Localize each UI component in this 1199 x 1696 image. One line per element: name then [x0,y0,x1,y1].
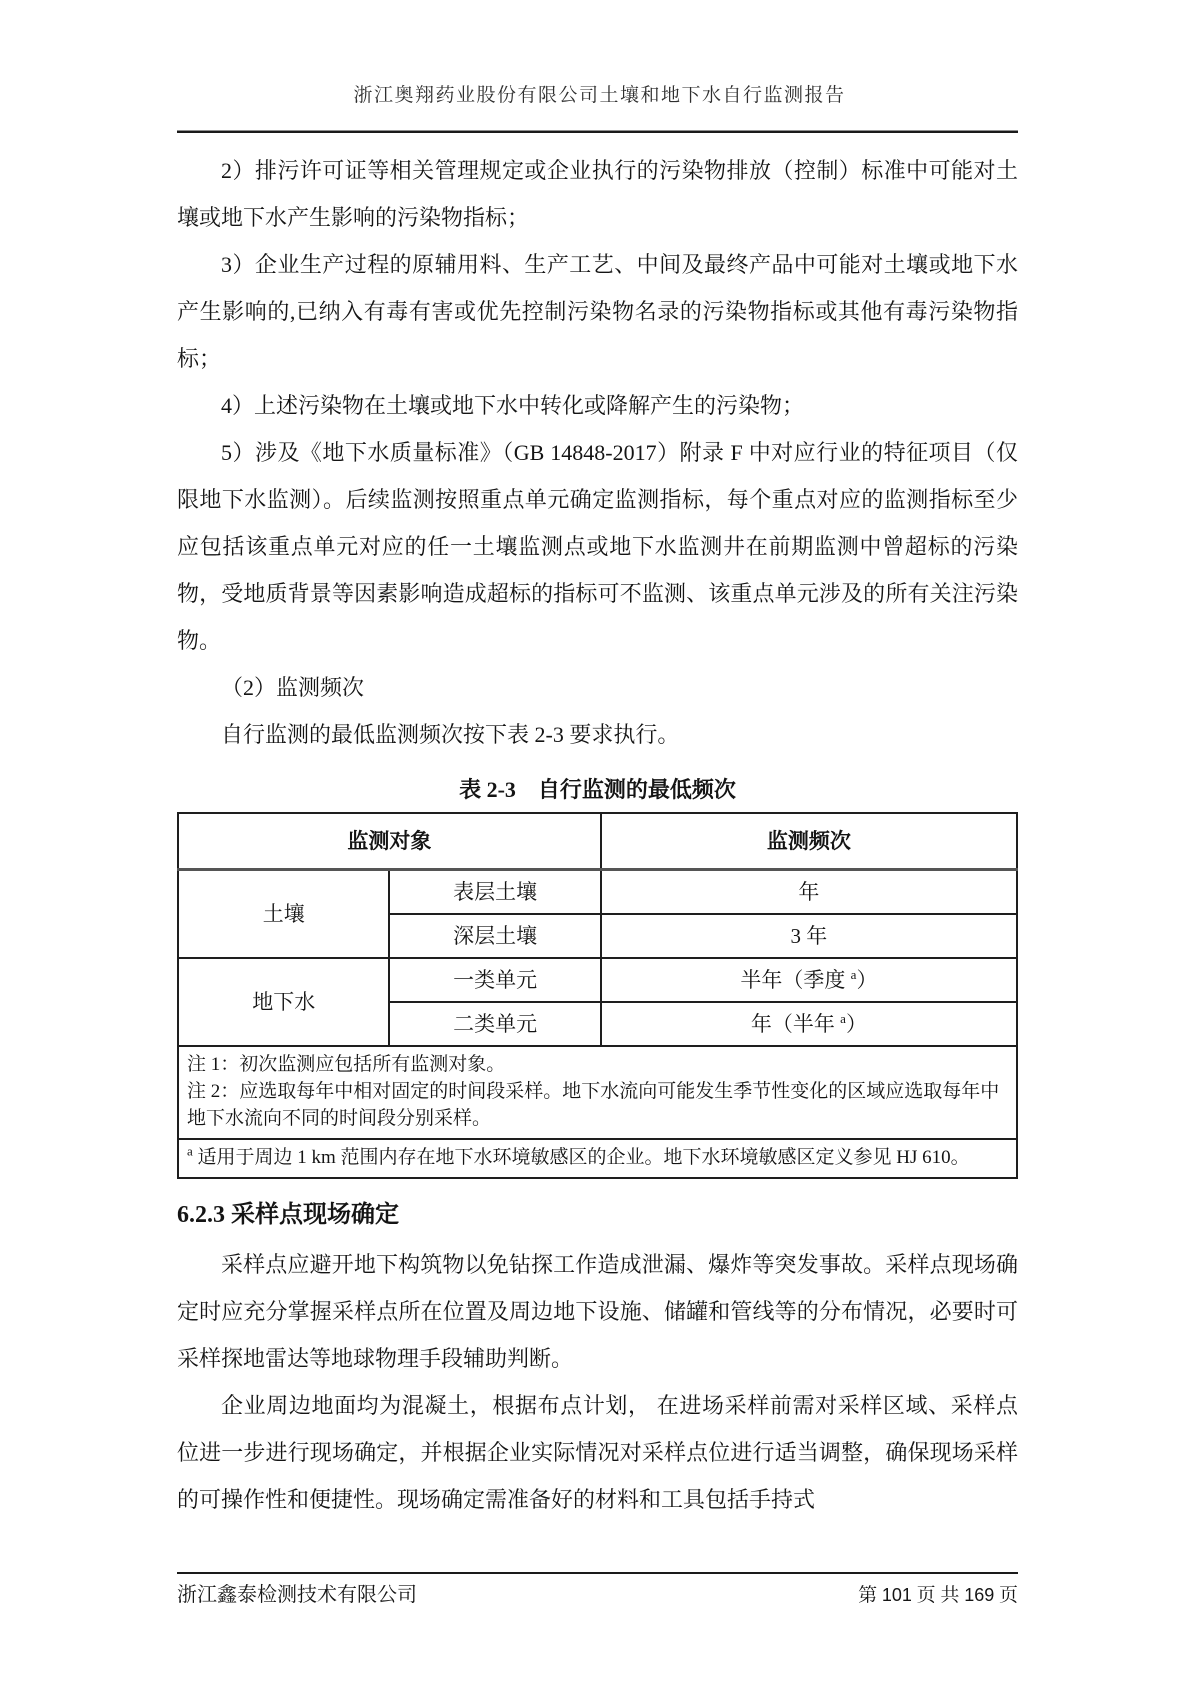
footnote-marker: a [850,967,857,982]
cell-freq: 半年（季度 $^a$） [601,958,1017,1002]
body-paragraph: 自行监测的最低监测频次按下表 2-3 要求执行。 [221,722,680,747]
current-page-number: 101 [881,1585,912,1605]
body-paragraph: 2）排污许可证等相关管理规定或企业执行的污染物排放（控制）标准中可能对土壤或地下水产生影响的污染物指标； [177,158,1018,230]
body-paragraph: 3）企业生产过程的原辅用料、生产工艺、中间及最终产品中可能对土壤或地下水产生影响的,已纳入有毒有害或优先控制污染物名录的污染物指标或其他有毒污染物指标； [177,252,1018,371]
cell-sub-class1-unit: 一类单元 [389,958,600,1002]
monitoring-frequency-table [177,812,1018,1179]
table-note: 注 1：初次监测应包括所有监测对象。 [187,1054,506,1075]
body-paragraph: 采样点应避开地下构筑物以免钻探工作造成泄漏、爆炸等突发事故。采样点现场确定时应充分掌握采样点所在位置及周边地下设施、储罐和管线等的分布情况，必要时可采样探地雷达等地球物理手段辅助判断。 [177,1252,1018,1371]
body-paragraph: 5）涉及《地下水质量标准》（GB 14848-2017）附录 F 中对应行业的特征项目（仅限地下水监测）。后续监测按照重点单元确定监测指标，每个重点对应的监测指标至少应包括该重点单元对应的任一土壤监测点或地下水监测井在前期监测中曾超标的污染物，受地质背景等因素影响造成超标的指标可不监测、该重点单元涉及的所有关注污染物。 [177,440,1018,653]
footer-company: 浙江鑫泰检测技术有限公司 [177,1584,417,1606]
cell-freq: 年 [601,870,1017,915]
table-footnote-cell [178,1139,1017,1178]
cell-freq: 3 年 [601,914,1017,958]
footnote-marker: a [840,1011,846,1026]
footnote-marker: a [187,1143,193,1159]
col-header-frequency: 监测频次 [601,813,1017,870]
body-paragraph: 4）上述污染物在土壤或地下水中转化或降解产生的污染物； [221,393,805,418]
body-paragraph: 企业周边地面均为混凝土，根据布点计划， 在进场采样前需对采样区域、采样点位进一步进行现场确定，并根据企业实际情况对采样点位进行适当调整，确保现场采样的可操作性和便捷性。现场确定需准备好的材料和工具包括手持式 [177,1393,1018,1512]
document-content [177,147,1018,1523]
table-footnote-row [178,1139,1017,1178]
total-page-number: 169 [964,1585,995,1605]
table-note: 注 2：应选取每年中相对固定的时间段采样。地下水流向可能发生季节性变化的区域应选取每年中地下水流向不同的时间段分别采样。 [187,1081,1000,1129]
cell-group-soil: 土壤 [178,870,389,959]
cell-group-groundwater: 地下水 [178,958,389,1046]
col-header-object: 监测对象 [178,813,601,870]
table-notes-row [178,1046,1017,1139]
table-header-row [178,813,1017,870]
page-header-title: 浙江奥翔药业股份有限公司土壤和地下水自行监测报告 [353,85,846,106]
table-caption: 表 2-3 自行监测的最低频次 [459,777,736,802]
footer-page-info: 第 101 页 共 169 页 [858,1585,1018,1606]
body-paragraph: （2）监测频次 [221,675,365,700]
footer-divider [177,1572,1018,1574]
cell-sub-surface-soil: 表层土壤 [389,870,600,915]
page-footer [177,1578,1018,1607]
cell-freq: 年（半年 $^a$） [601,1002,1017,1046]
cell-sub-deep-soil: 深层土壤 [389,914,600,958]
section-heading: 6.2.3 采样点现场确定 [177,1202,399,1228]
table-row [178,958,1017,1002]
table-row [178,870,1017,915]
cell-sub-class2-unit: 二类单元 [389,1002,600,1046]
table-footnote-text: 适用于周边 1 km 范围内存在地下水环境敏感区的企业。地下水环境敏感区定义参见 HJ 610。 [197,1147,970,1168]
table-notes-cell [178,1046,1017,1139]
header-divider [177,131,1018,133]
